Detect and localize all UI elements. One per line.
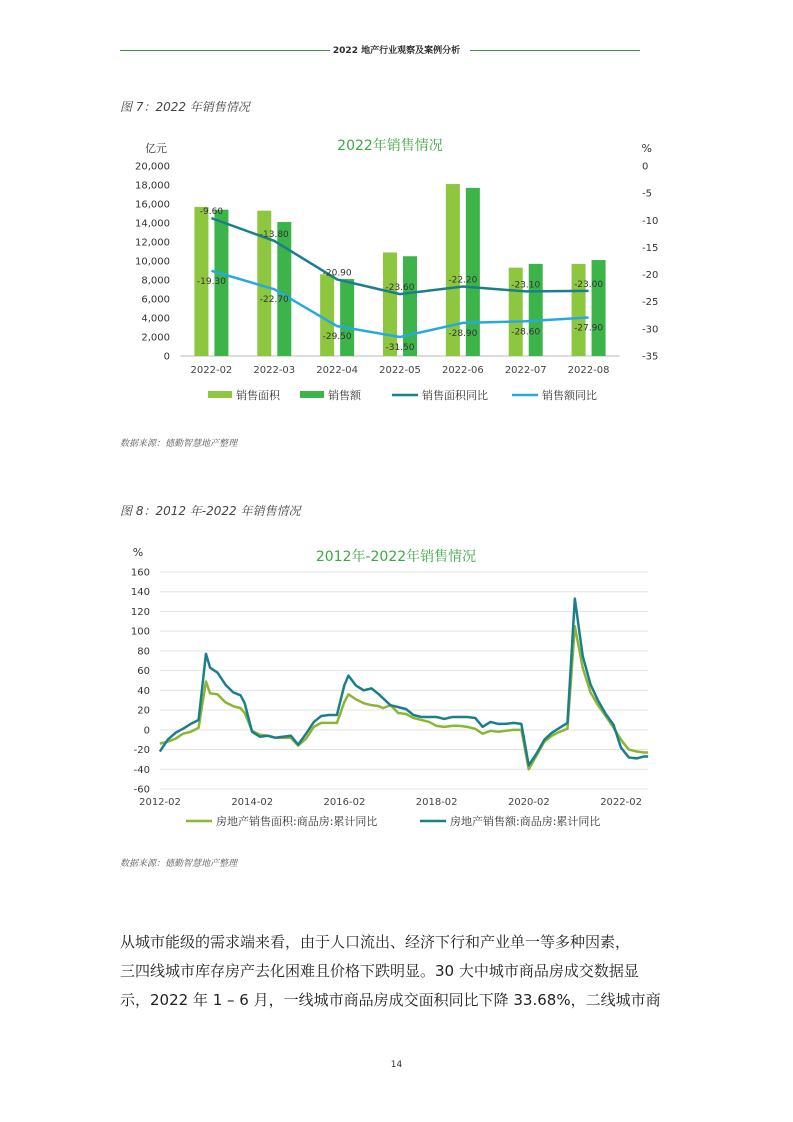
data-label: -23.60 xyxy=(385,283,415,294)
legend-swatch xyxy=(300,391,324,398)
y-tick-label: 20 xyxy=(137,705,150,717)
y-tick-label: 100 xyxy=(130,626,150,638)
chart-title: 2022年销售情况 xyxy=(337,138,443,154)
data-label: -29.50 xyxy=(322,332,352,343)
x-tick-label: 2022-05 xyxy=(379,365,421,376)
figure7-source: 数据来源：德勤智慧地产整理 xyxy=(120,439,238,449)
y2-tick-label: -5 xyxy=(642,188,652,200)
bar-area xyxy=(572,264,586,356)
y-tick-label: 0 xyxy=(163,351,170,363)
figure7-caption: 图 7：2022 年销售情况 xyxy=(120,100,250,114)
y-tick-label: 80 xyxy=(137,646,150,658)
data-label: -13.80 xyxy=(259,229,289,240)
y-tick-label: 8,000 xyxy=(141,275,170,287)
y-tick-label: 16,000 xyxy=(135,199,170,211)
figure8-source: 数据来源：德勤智慧地产整理 xyxy=(120,859,238,869)
x-tick-label: 2014-02 xyxy=(231,797,274,808)
y-tick-label: 140 xyxy=(130,587,150,599)
page-header xyxy=(0,43,793,56)
x-tick-label: 2022-06 xyxy=(441,365,484,376)
data-label: -20.90 xyxy=(322,268,352,279)
y-tick-label: 14,000 xyxy=(135,218,170,230)
y2-axis-label: % xyxy=(641,142,652,155)
data-label: -28.60 xyxy=(511,327,541,338)
bar-amount xyxy=(340,279,354,356)
data-label: -27.90 xyxy=(574,323,604,334)
y-tick-label: 0 xyxy=(143,725,150,737)
data-label: -23.00 xyxy=(574,279,604,290)
y-tick-label: -20 xyxy=(133,745,150,757)
legend-label: 房地产销售额:商品房:累计同比 xyxy=(450,815,601,828)
body-line: 从城市能级的需求端来看，由于人口流出、经济下行和产业单一等多种因素， xyxy=(120,933,631,951)
y-tick-label: 12,000 xyxy=(135,237,170,249)
y-tick-label: -60 xyxy=(133,784,150,796)
header-title: 2022 地产行业观察及案例分析 xyxy=(330,46,463,56)
y-tick-label: -40 xyxy=(133,764,150,776)
data-label: -9.60 xyxy=(199,207,224,218)
x-tick-label: 2022-02 xyxy=(600,797,642,808)
y-axis-label: % xyxy=(132,546,144,559)
x-tick-label: 2012-02 xyxy=(139,797,181,808)
y-tick-label: 6,000 xyxy=(141,294,170,306)
bar-amount xyxy=(277,222,291,356)
data-label: -31.50 xyxy=(385,343,415,353)
chart-2012-2022-sales xyxy=(120,538,660,838)
figure8-caption: 图 8：2012 年-2022 年销售情况 xyxy=(120,504,301,518)
y-tick-label: 120 xyxy=(130,606,150,618)
y-tick-label: 40 xyxy=(137,685,150,697)
chart-title: 2012年-2022年销售情况 xyxy=(315,549,477,565)
y-tick-label: 2,000 xyxy=(141,332,170,344)
y-tick-label: 4,000 xyxy=(141,313,170,325)
y2-tick-label: -25 xyxy=(642,297,659,309)
line-area-cum-yoy xyxy=(160,626,648,769)
bar-area xyxy=(383,252,397,356)
y2-tick-label: 0 xyxy=(642,161,649,173)
data-label: -19.30 xyxy=(196,276,226,287)
body-line: 三四线城市库存房产去化困难且价格下跌明显。30 大中城市商品房成交数据显 xyxy=(120,962,639,980)
line-amount-cum-yoy xyxy=(160,599,648,766)
data-label: -22.70 xyxy=(259,295,289,306)
page-number: 14 xyxy=(390,1060,403,1070)
data-label: -23.10 xyxy=(511,280,541,291)
legend-label: 销售面积同比 xyxy=(422,389,488,402)
y2-tick-label: -20 xyxy=(642,270,659,282)
y-tick-label: 20,000 xyxy=(135,161,170,173)
body-paragraph xyxy=(120,928,680,1015)
y-tick-label: 10,000 xyxy=(135,256,170,268)
y-axis-label: 亿元 xyxy=(145,142,167,155)
data-label: -22.20 xyxy=(448,275,478,286)
body-line: 示，2022 年 1 – 6 月，一线城市商品房成交面积同比下降 33.68%，二线城市商 xyxy=(120,991,661,1009)
x-tick-label: 2018-02 xyxy=(415,797,458,808)
y2-tick-label: -10 xyxy=(642,215,659,227)
y-tick-label: 18,000 xyxy=(135,180,170,192)
chart-2022-sales xyxy=(120,128,660,418)
y2-tick-label: -30 xyxy=(642,324,659,336)
legend-label: 销售额 xyxy=(328,389,361,402)
legend-label: 销售面积 xyxy=(236,389,280,402)
x-tick-label: 2022-08 xyxy=(567,365,610,376)
data-label: -28.90 xyxy=(448,328,478,339)
x-tick-label: 2022-04 xyxy=(316,365,359,376)
x-tick-label: 2020-02 xyxy=(507,797,550,808)
y2-tick-label: -15 xyxy=(642,242,659,254)
x-tick-label: 2022-07 xyxy=(504,365,547,376)
y-tick-label: 60 xyxy=(137,666,150,678)
legend-label: 销售额同比 xyxy=(542,389,597,402)
legend-label: 房地产销售面积:商品房:累计同比 xyxy=(216,815,378,828)
x-tick-label: 2022-03 xyxy=(253,365,296,376)
bar-amount xyxy=(403,256,417,356)
y2-tick-label: -35 xyxy=(642,351,659,363)
legend-swatch xyxy=(208,391,232,398)
bar-amount xyxy=(529,264,543,356)
x-tick-label: 2022-02 xyxy=(190,365,233,376)
bar-area xyxy=(320,274,334,356)
y-tick-label: 160 xyxy=(130,567,150,579)
bar-amount xyxy=(592,260,606,356)
x-tick-label: 2016-02 xyxy=(323,797,366,808)
